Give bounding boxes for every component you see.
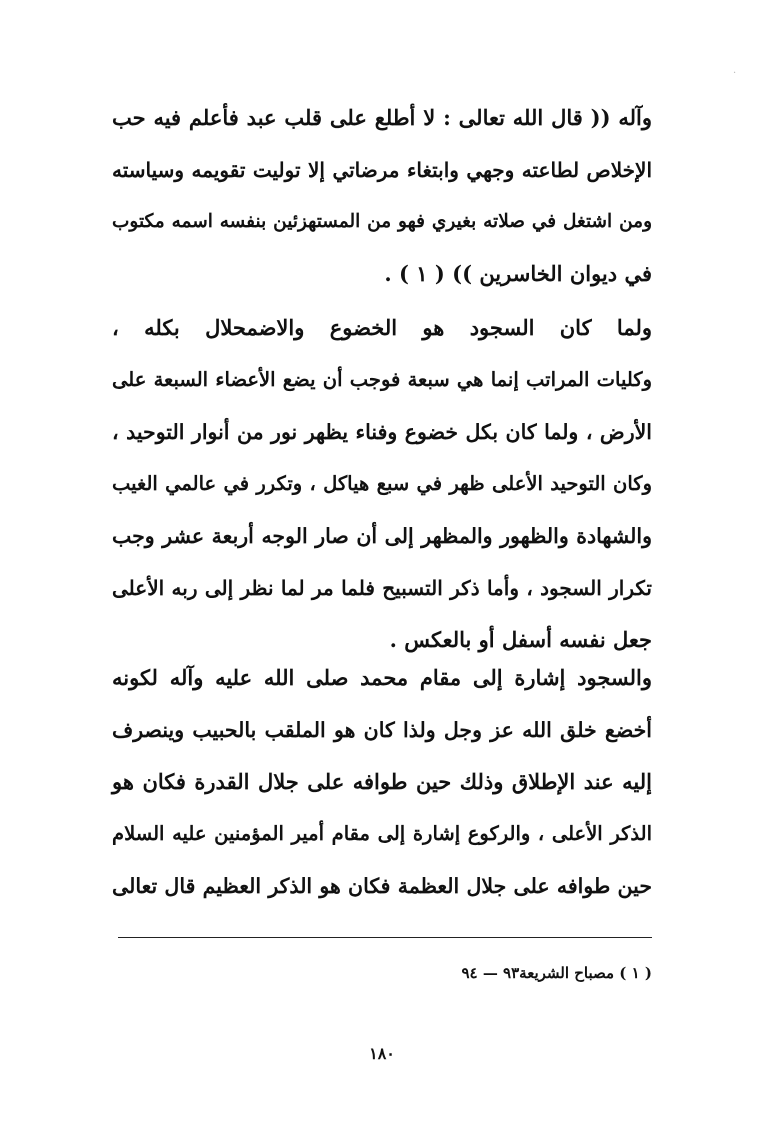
text-line: حين طوافه على جلال العظمة فكان هو الذكر العظيم قال تعالى [112,874,652,898]
text-line: الإخلاص لطاعته وجهي وابتغاء مرضاتي إلا توليت تقويمه وسياسته [112,158,652,182]
text-line: تكرار السجود ، وأما ذكر التسبيح فلما مر لما نظر إلى ربه الأعلى [112,576,652,600]
paragraph-2 [112,302,652,666]
footnote-divider [118,937,652,938]
page-number: ١٨٠ [369,1044,395,1063]
text-line: ومن اشتغل في صلاته بغيري فهو من المستهزئين بنفسه اسمه مكتوب [112,211,652,232]
text-line: والسجود إشارة إلى مقام محمد صلى الله عليه وآله لكونه [112,665,652,690]
text-line: جعل نفسه أسفل أو بالعكس . [389,627,652,652]
text-line: وكان التوحيد الأعلى ظهر في سبع هياكل ، وتكرر في عالمي الغيب [112,472,652,495]
text-line: الأرض ، ولما كان بكل خضوع وفناء يظهر نور من أنوار التوحيد ، [112,420,652,444]
paragraph-3 [112,652,652,912]
scan-speck: · [733,68,737,79]
text-line: وكليات المراتب إنما هي سبعة فوجب أن يضع الأعضاء السبعة على [112,368,652,391]
paragraph-1 [112,92,652,300]
text-line: ولما كان السجود هو الخضوع والاضمحلال بكله ، [112,315,652,340]
text-line: إليه عند الإطلاق وذلك حين طوافه على جلال القدرة فكان هو [112,769,652,794]
text-line: وآله (( قال الله تعالى : لا أطلع على قلب عبد فأعلم فيه حب [112,105,652,130]
footnote: ( ١ ) مصباح الشريعة٩٣ — ٩٤ [461,964,652,982]
text-line: الذكر الأعلى ، والركوع إشارة إلى مقام أمير المؤمنين عليه السلام [112,822,652,845]
text-line: أخضع خلق الله عز وجل ولذا كان هو الملقب بالحبيب وينصرف [112,718,652,742]
text-line: والشهادة والظهور والمظهر إلى أن صار الوجه أربعة عشر وجب [112,524,652,548]
text-line: في ديوان الخاسرين )) ( ١ ) . [384,261,652,286]
